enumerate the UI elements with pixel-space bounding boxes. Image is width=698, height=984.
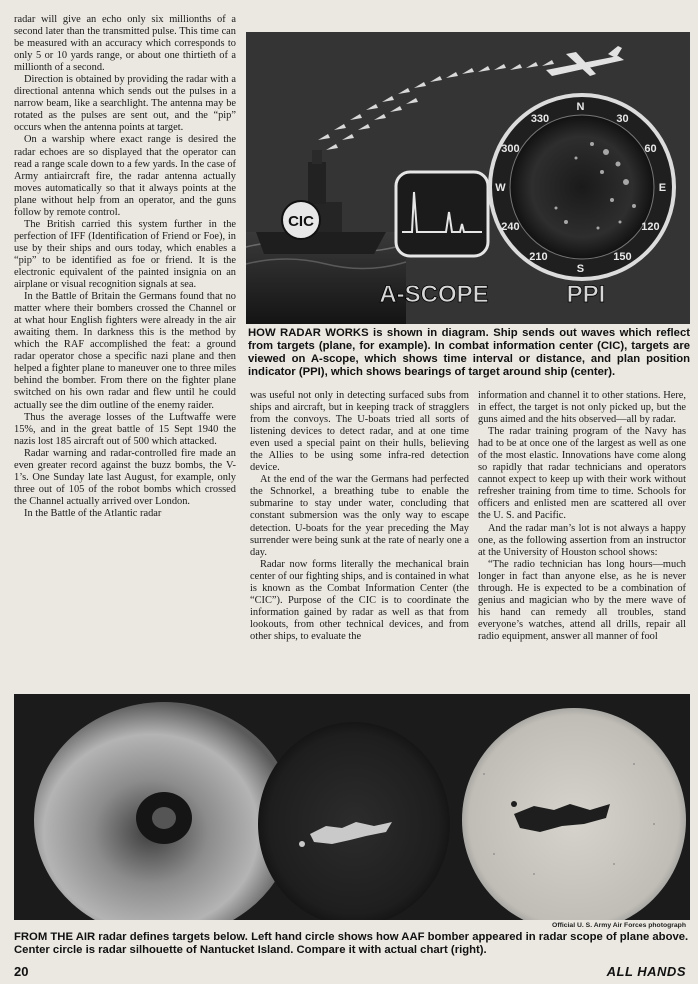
magazine-name: ALL HANDS <box>606 964 686 979</box>
article-column-right <box>478 390 686 672</box>
paragraph: In the Battle of the Atlantic radar <box>24 507 162 519</box>
article-column-middle <box>250 390 469 672</box>
paragraph: Direction is obtained by providing the radar with a directional antenna which sends out the pulses in a narrow beam, like a searchlight. The antenna may be rotated as the pulses are sent out, and the “pip” occurs when the antenna points at target. <box>14 74 236 134</box>
ppi-dial-label: 300 <box>501 143 520 155</box>
radar-diagram <box>246 32 690 324</box>
nantucket-radar-silhouette-photo <box>258 722 450 920</box>
a-scope-label: A-SCOPE <box>379 281 489 308</box>
paragraph: information and channel it to other stations. Here, in effect, the target is not only picked up, but the guns aimed and the hits observed—all by radar. <box>478 390 686 426</box>
ppi-dial-label: E <box>658 182 667 194</box>
radar-diagram-illustration <box>246 32 690 324</box>
ppi-dial-label: 240 <box>501 221 520 233</box>
photo-caption: FROM THE AIR radar defines targets below. Left hand circle shows how AAF bomber appeared in radar scope of plane above. Center circle is radar silhouette of Nantucket Island. Compare it with actual chart (right). <box>14 931 689 957</box>
ppi-label: PPI <box>566 281 606 308</box>
page-number: 20 <box>14 964 29 979</box>
paragraph: Radar now forms literally the mechanical brain center of our fighting ships, and is contained in what is known as the Combat Information Center (the “CIC”). Purpose of the CIC is to coordinate the information gained by radar as well as that from lookouts, from other technical devices, and from other ships, to evaluate the <box>250 558 469 642</box>
article-column-left <box>14 14 236 670</box>
paragraph: The radar training program of the Navy has had to be at once one of the largest as well as one of the most elastic. Innovations have come along so rapidly that radar technicians and operators cannot expect to keep up with their work without refresher training from time to time. Schools for officers and enlisted men are scattered all over the U. S. and Pacific. <box>478 426 686 522</box>
radar-photo-strip <box>14 694 690 920</box>
paragraph: Thus the average losses of the Luftwaffe were 15%, and in the great battle of 15 Sept 1940 the nazis lost 185 aircraft out of 500 which attacked. <box>14 411 236 447</box>
ppi-dial-label: 210 <box>529 251 548 263</box>
a-scope-display <box>396 172 488 256</box>
ppi-dial-label: 30 <box>616 113 629 125</box>
radar-photos-illustration <box>14 694 690 920</box>
ppi-dial-label: S <box>576 263 585 275</box>
photo-credit: Official U. S. Army Air Forces photograph <box>552 922 686 929</box>
ppi-display <box>490 95 674 279</box>
paragraph: In the Battle of Britain the Germans found that no matter where their bombers crossed the Channel or at what hour English fighters were already in the air awaiting them. In darkness this is the method by which the RAF accomplished the feat: a ground radar operator chose a specific nazi plane and then helped a fighter plane to maneuver one to three miles behind the bomber. From there on the fighter plane switched on his own radar and flew until he could actually see the dim outline of the enemy raider. <box>14 291 236 411</box>
ppi-dial-label: 120 <box>641 221 660 233</box>
paragraph: was useful not only in detecting surfaced subs from ships and aircraft, but in keeping track of stragglers from the convoys. The U-boats tried all sorts of listening devices to detect radar, and at one time even used a special paint on their hulls, believing the Allies to be using some infra-red detection device. <box>250 390 469 474</box>
paragraph: On a warship where exact range is desired the radar echoes are so displayed that the operator can read a range scale down to a few yards. In the case of Army antiaircraft fire, the radar antenna actually moves automatically so that it always points at the plane without help from an operator, and the guns follow by remote control. <box>14 134 236 218</box>
ppi-dial-label: N <box>576 101 585 113</box>
paragraph: At the end of the war the Germans had perfected the Schnorkel, a breathing tube to enable the submarine to stay under water, concluding that constant submersion was the only way to escape detection. U-boats for the year preceding the May surrender were being sunk at the rate of nearly one a day. <box>250 474 469 558</box>
paragraph: And the radar man’s lot is not always a happy one, as the following assertion from an instructor at the University of Houston school shows: <box>478 522 686 558</box>
ppi-dial-label: 330 <box>530 113 550 125</box>
paragraph: radar will give an echo only six millionths of a second later than the transmitted pulse. This time can be measured with an accuracy which corresponds to only 5 or 10 yards range, or about one thirtieth of a millionth of a second. <box>14 14 236 74</box>
ppi-dial-label: 60 <box>644 143 657 155</box>
paragraph: Radar warning and radar-controlled fire made an even greater record against the buzz bombs, the V-1’s. One Sunday late last August, for example, only three out of 105 of the robot bombs which crossed the Channel actually arrived over London. <box>14 447 236 507</box>
paragraph: The British carried this system further in the perfection of IFF (Identification of Friend or Foe), in use by their ships and ours today, which enables a “pip” to be identified as foe or friend. It is the electronic equivalent of the painted insignia on an airplane or visual recognition signals at sea. <box>14 218 236 291</box>
ppi-dial-label: 150 <box>613 251 632 263</box>
cic-badge <box>282 201 320 239</box>
paragraph: “The radio technician has long hours—much longer in fact than anyone else, as he is never through. He is expected to be a combination of genius and magician who by the mere wave of his hand can remedy all troubles, stand everyone’s watches, attend all drills, repair all radio equipment, answer all manner of fool <box>478 558 686 642</box>
diagram-caption: HOW RADAR WORKS is shown in diagram. Ship sends out waves which reflect from targets (plane, for example). In combat information center (CIC), targets are viewed on A-scope, which shows time interval or distance, and plan position indicator (PPI), which shows bearings of target around ship (center). <box>248 327 690 379</box>
ppi-dial-label: W <box>495 182 506 194</box>
cic-label: CIC <box>288 213 314 230</box>
